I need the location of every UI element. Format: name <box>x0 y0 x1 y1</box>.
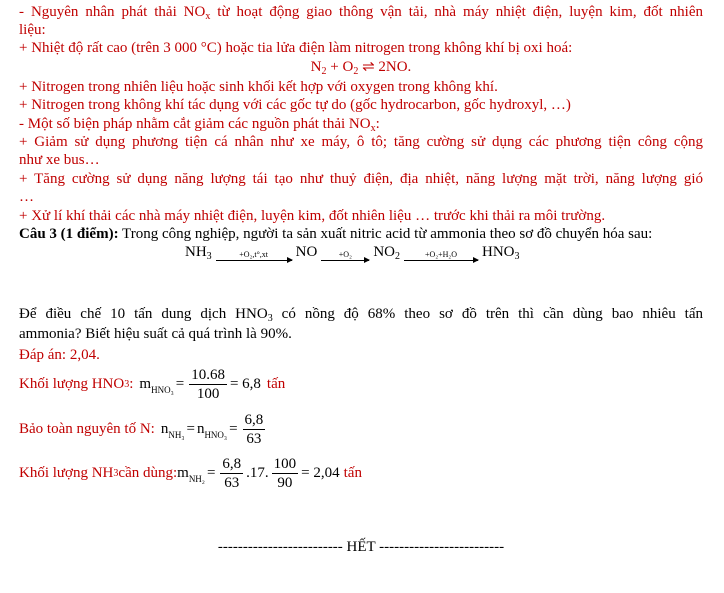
arrow-condition: +O₂ <box>338 250 352 259</box>
text: + O <box>326 59 354 75</box>
arrow-2 <box>321 250 369 261</box>
text: như xe bus… <box>19 152 100 168</box>
fraction: $\frac{6,8}{63}$ <box>222 456 242 491</box>
measure-2-line-1 <box>19 171 703 188</box>
text: … <box>19 189 34 205</box>
cause-point-2 <box>19 79 498 96</box>
text: liệu: <box>19 22 46 38</box>
fraction: $\frac{10.68}{100}$ <box>191 367 225 402</box>
measure-3 <box>19 208 605 225</box>
measure-2-line-2 <box>19 189 34 206</box>
answer-step-2: Bảo toàn nguyên tố N: n NH₃ = n HNO₃ = $\frac{6,8}{63}$ <box>19 412 268 447</box>
formula-mass-nh3: m NH₂ = $\frac{6,8}{63}$ .17. $\frac{100}{90}$ = 2,04 <box>177 456 340 491</box>
subscript: x <box>205 11 211 22</box>
measures-heading <box>19 116 380 133</box>
text: Đáp án: 2,04. <box>19 347 100 363</box>
fraction: $\frac{100}{90}$ <box>273 456 297 491</box>
equilibrium-arrow: ⇌ <box>358 59 379 75</box>
arrow-3 <box>404 250 478 261</box>
answer-label <box>19 347 100 364</box>
text: 2NO. <box>378 59 412 75</box>
arrow-1 <box>216 250 292 261</box>
end-marker: ------------------------- HẾT ------------------------- <box>217 539 505 555</box>
formula-moles-conservation: n NH₃ = n HNO₃ = $\frac{6,8}{63}$ <box>160 412 264 447</box>
cause-line-1 <box>19 4 703 21</box>
unit: tấn <box>343 465 362 481</box>
subscript: 3 <box>267 313 273 324</box>
answer-step-3: Khối lượng NH 3 cần dùng: m NH₂ = $\frac{6,8}{63}$ .17. $\frac{100}{90}$ = 2,04 tấn <box>19 456 362 491</box>
question-label: Câu 3 (1 điểm): <box>19 226 119 242</box>
text: từ hoạt động giao thông vận tải, nhà máy nhiệt điện, luyện kim, đốt nhiên <box>210 4 703 20</box>
subscript: 2 <box>321 66 327 77</box>
measure-1-line-2 <box>19 152 100 169</box>
arrow-condition: +O₂+H₂O <box>425 250 457 259</box>
question-body-1 <box>19 306 703 323</box>
cause-line-2 <box>19 22 46 39</box>
species-nh3: $NH_3$ <box>185 244 212 262</box>
subscript: 2 <box>353 66 359 77</box>
question-text: Trong công nghiệp, người ta sản xuất nitric acid từ ammonia theo sơ đồ chuyển hóa sau: <box>118 226 653 242</box>
fraction: $\frac{6,8}{63}$ <box>244 412 264 447</box>
text: + Xử lí khí thải các nhà máy nhiệt điện, luyện kim, đốt nhiên liệu … trước khi thải ra môi trường. <box>19 208 606 224</box>
measure-1-line-1 <box>19 134 703 151</box>
species-no: NO <box>295 244 318 260</box>
species-hno3: $HNO_3$ <box>482 244 520 262</box>
species-no2: $NO_2$ <box>373 244 401 262</box>
subscript: x <box>370 123 376 134</box>
text: : <box>375 116 380 132</box>
formula-mass-hno3: m HNO₃ = $\frac{10.68}{100}$ = 6,8 <box>139 367 261 402</box>
cause-point-3 <box>19 97 571 114</box>
text: N <box>310 59 322 75</box>
conversion-scheme <box>185 244 520 261</box>
reaction-equation <box>19 59 703 76</box>
text: + Nhiệt độ rất cao (trên 3 000 °C) hoặc tia lửa điện làm nitrogen trong không khí bị oxi hoá: <box>19 40 573 56</box>
text: - Một số biện pháp nhằm cắt giảm các nguồn phát thải NO <box>19 116 371 132</box>
text: + Nitrogen trong không khí tác dụng với các gốc tự do (gốc hydrocarbon, gốc hydroxyl, …) <box>19 97 571 113</box>
answer-step-1: Khối lượng HNO 3 : m HNO₃ = $\frac{10.68}{100}$ = 6,8 tấn <box>19 367 286 402</box>
text: + Giảm sử dụng phương tiện cá nhân như xe máy, ô tô; tăng cường sử dụng các phương tiện công cộng <box>19 134 703 150</box>
text: + Tăng cường sử dụng năng lượng tái tạo như thuỷ điện, địa nhiệt, năng lượng mặt trời, năng lượng gió <box>19 171 703 187</box>
text: + Nitrogen trong nhiên liệu hoặc sinh khối kết hợp với oxygen trong không khí. <box>19 79 498 95</box>
question-3-header <box>19 226 652 243</box>
unit: tấn <box>266 376 286 392</box>
text: Để điều chế 10 tấn dung dịch HNO <box>19 306 268 322</box>
text: có nồng độ 68% theo sơ đồ trên thì cần dùng bao nhiêu tấn <box>272 306 704 322</box>
cause-point-1 <box>19 40 572 57</box>
text: - Nguyên nhân phát thải NO <box>19 4 206 20</box>
text: ammonia? Biết hiệu suất cả quá trình là 90%. <box>19 326 292 342</box>
arrow-condition: +O₂,t°,xt <box>239 250 269 259</box>
question-body-2 <box>19 326 292 343</box>
